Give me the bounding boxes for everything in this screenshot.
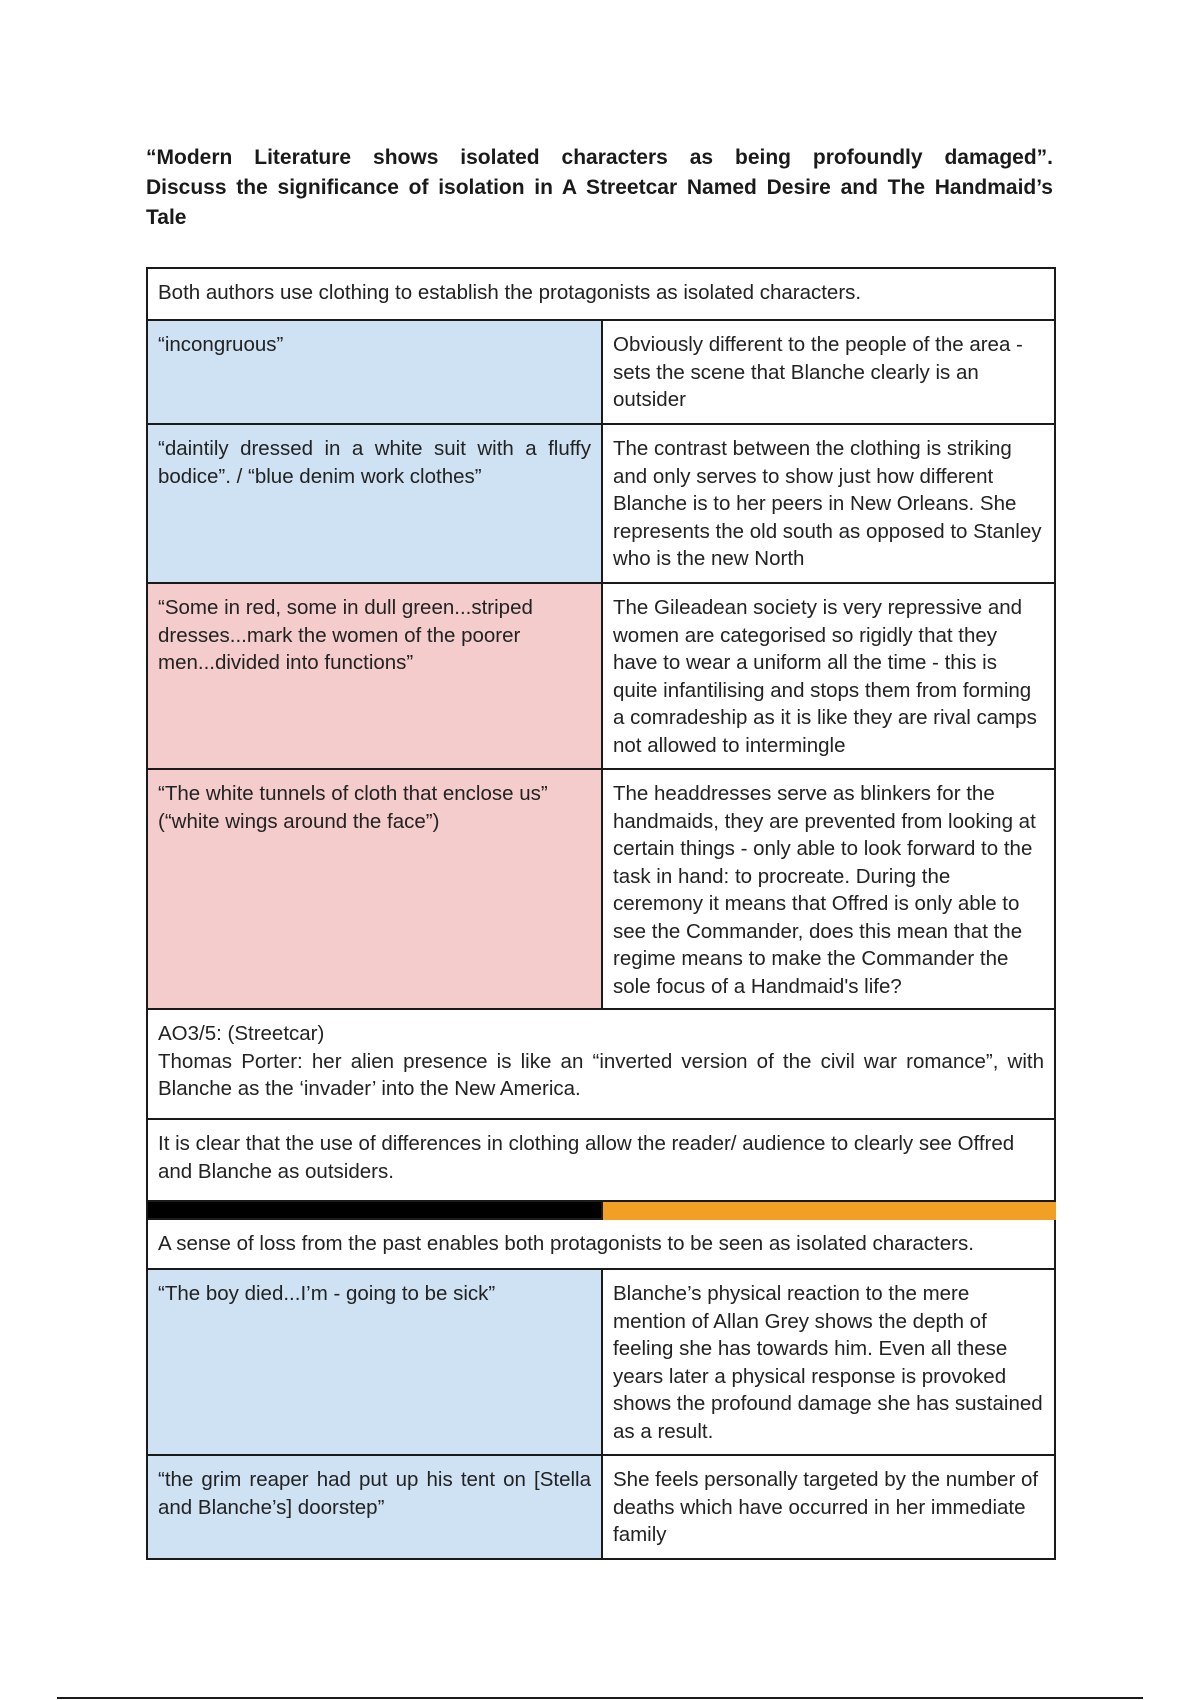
table-row bbox=[147, 1455, 1055, 1559]
critic-row bbox=[147, 1009, 1055, 1119]
explanation-cell: Obviously different to the people of the area - sets the scene that Blanche clearly is an outsider bbox=[602, 320, 1055, 424]
ao-heading: AO3/5: (Streetcar) bbox=[158, 1022, 325, 1045]
notes-table bbox=[146, 267, 1056, 1560]
section-heading-row bbox=[147, 1219, 1055, 1269]
section-heading-row bbox=[147, 268, 1055, 320]
section-heading-loss: A sense of loss from the past enables both protagonists to be seen as isolated characters. bbox=[147, 1219, 1055, 1269]
quote-cell: “incongruous” bbox=[147, 320, 602, 424]
explanation-cell: Blanche’s physical reaction to the mere mention of Allan Grey shows the depth of feeling she has towards him. Even all these years later a physical response is provoked shows the profound damage she has sustained as a result. bbox=[602, 1269, 1055, 1455]
divider-black-segment bbox=[147, 1201, 602, 1219]
explanation-cell: The headdresses serve as blinkers for the handmaids, they are prevented from looking at certain things - only able to look forward to the task in hand: to procreate. During the ceremony it means that Offred is only able to see the Commander, does this mean that the regime means to make the Commander the sole focus of a Handmaid's life? bbox=[602, 769, 1055, 1009]
quote-cell: “The white tunnels of cloth that enclose us” (“white wings around the face”) bbox=[147, 769, 602, 1009]
title-line-3: Tale bbox=[146, 206, 187, 229]
title-line-1: “Modern Literature shows isolated characters as being profoundly damaged”. bbox=[146, 146, 1053, 169]
page-bottom-rule bbox=[57, 1697, 1143, 1699]
table-row bbox=[147, 769, 1055, 1009]
explanation-cell: The Gileadean society is very repressive and women are categorised so rigidly that they have to wear a uniform all the time - this is quite infantilising and stops them from forming a comradeship as it is like they are rival camps not allowed to intermingle bbox=[602, 583, 1055, 769]
divider-orange-segment bbox=[602, 1201, 1055, 1219]
section-heading-clothing: Both authors use clothing to establish the protagonists as isolated characters. bbox=[147, 268, 1055, 320]
explanation-cell: The contrast between the clothing is striking and only serves to show just how different Blanche is to her peers in New Orleans. She represents the old south as opposed to Stanley who is the new North bbox=[602, 424, 1055, 583]
quote-cell: “Some in red, some in dull green...striped dresses...mark the women of the poorer men...divided into functions” bbox=[147, 583, 602, 769]
ao-text: Thomas Porter: her alien presence is like an “inverted version of the civil war romance”, with Blanche as the ‘invader’ into the New America. bbox=[158, 1049, 1045, 1100]
essay-question-title bbox=[146, 143, 1053, 233]
section-divider bbox=[147, 1201, 1055, 1219]
table-row bbox=[147, 320, 1055, 424]
quote-cell: “daintily dressed in a white suit with a fluffy bodice”. / “blue denim work clothes” bbox=[147, 424, 602, 583]
conclusion-cell: It is clear that the use of differences in clothing allow the reader/ audience to clearly see Offred and Blanche as outsiders. bbox=[147, 1119, 1055, 1201]
table-row bbox=[147, 1269, 1055, 1455]
conclusion-row bbox=[147, 1119, 1055, 1201]
critic-cell bbox=[147, 1009, 1055, 1119]
explanation-cell: She feels personally targeted by the number of deaths which have occurred in her immediate family bbox=[602, 1455, 1055, 1559]
table-row bbox=[147, 583, 1055, 769]
quote-cell: “the grim reaper had put up his tent on [Stella and Blanche’s] doorstep” bbox=[147, 1455, 602, 1559]
table-row bbox=[147, 424, 1055, 583]
quote-cell: “The boy died...I’m - going to be sick” bbox=[147, 1269, 602, 1455]
title-line-2: Discuss the significance of isolation in A Streetcar Named Desire and The Handmaid’s bbox=[146, 176, 1053, 199]
